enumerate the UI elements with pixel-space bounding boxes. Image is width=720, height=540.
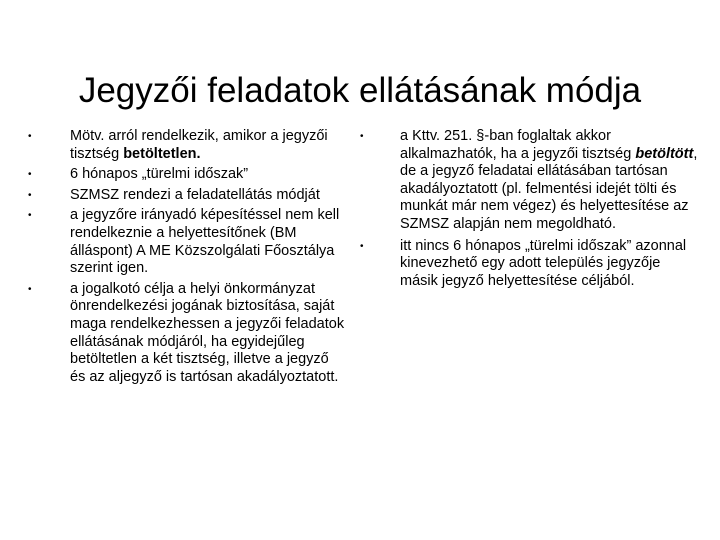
list-item-text: SZMSZ rendezi a feladatellátás módját xyxy=(70,186,320,203)
list-item xyxy=(360,238,700,291)
bullet-icon: • xyxy=(28,169,32,181)
bold-text: betöltetlen. xyxy=(123,145,201,162)
list-item-text: a jegyzőre irányadó képesítéssel nem kell rendelkeznie a helyettesítőnek (BM álláspont) A ME Közszolgálati Főosztálya szerint igen. xyxy=(70,207,340,277)
bullet-icon: • xyxy=(360,240,364,252)
text-run: Mötv. arról rendelkezik, amikor a jegyzői tisztség xyxy=(70,128,328,162)
text-run: a Kttv. 251. §-ban foglaltak akkor alkalmazhatók, ha a jegyzői tisztség xyxy=(400,128,636,162)
text-run: , de a jegyző feladatai ellátásában tartósan akadályoztatott (pl. felmentési idejét tölti és munkát már nem végez) és helyettesítése az SZMSZ alapján nem megoldható. xyxy=(400,145,698,232)
list-item-text: 6 hónapos „türelmi időszak” xyxy=(70,166,249,183)
list-item xyxy=(28,187,348,205)
list-item-text: a jogalkotó célja a helyi önkormányzat önrendelkezési jogának biztosítása, saját maga rendelkezhessen a jegyzői feladatok ellátásának módjáról, ha egyidejűleg betöltetlen a két tisztség, illetve a jegyző és az aljegyző is tartósan akadályoztatott. xyxy=(70,280,345,385)
list-item-text xyxy=(70,128,348,163)
list-item xyxy=(360,128,700,234)
list-item xyxy=(28,281,348,387)
list-item xyxy=(28,128,348,163)
bold-italic-text: betöltött xyxy=(635,145,694,162)
bullet-icon: • xyxy=(28,131,32,142)
bullet-icon: • xyxy=(28,210,32,222)
list-item-text: itt nincs 6 hónapos „türelmi időszak” azonnal kinevezhető egy adott település jegyzője másik jegyző helyettesítése céljából. xyxy=(400,237,687,289)
bullet-icon: • xyxy=(28,283,32,295)
left-bullet-list xyxy=(28,128,348,389)
list-item xyxy=(28,166,348,184)
slide-title: Jegyzői feladatok ellátásának módja xyxy=(78,71,642,111)
bullet-icon: • xyxy=(360,131,364,142)
bullet-icon: • xyxy=(28,189,32,201)
list-item xyxy=(28,207,348,277)
list-item-text xyxy=(400,128,700,234)
right-bullet-list xyxy=(360,128,700,294)
